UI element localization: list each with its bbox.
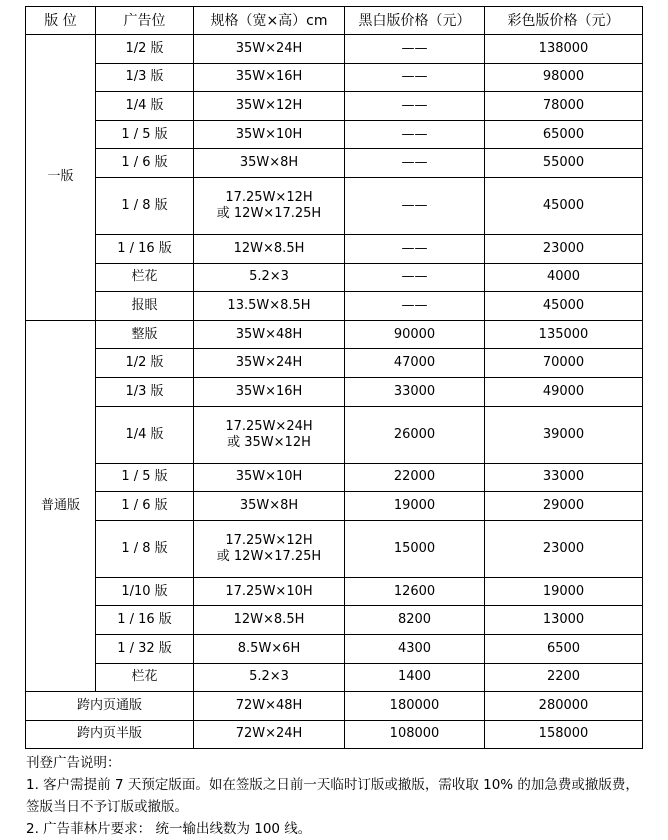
ad-spec: [194, 463, 345, 492]
bw-price: 19000: [345, 492, 485, 521]
ad-position: 1 / 5 版: [96, 120, 194, 149]
header-cell: 版 位: [26, 7, 96, 35]
color-price: 39000: [485, 406, 643, 463]
header-cell: 广告位: [96, 7, 194, 35]
table-row: [26, 292, 643, 321]
ad-spec: [194, 406, 345, 463]
color-price: 6500: [485, 634, 643, 663]
ad-spec: [194, 35, 345, 64]
ad-spec: [194, 177, 345, 234]
ad-spec: [194, 149, 345, 178]
color-price: 49000: [485, 377, 643, 406]
color-price: 4000: [485, 263, 643, 292]
table-row: [26, 177, 643, 234]
ad-spec: [194, 520, 345, 577]
color-price: 2200: [485, 663, 643, 692]
ad-spec: [194, 120, 345, 149]
ad-spec: [194, 349, 345, 378]
ad-spec-line: 17.25W×10H: [225, 583, 313, 599]
ad-spec-line: 35W×10H: [235, 469, 303, 485]
color-price: 78000: [485, 92, 643, 121]
ad-position: 1 / 8 版: [96, 177, 194, 234]
color-price: 280000: [485, 692, 643, 721]
ad-position: 栏花: [96, 263, 194, 292]
ad-position: 1/4 版: [96, 406, 194, 463]
ad-price-table: [25, 6, 643, 749]
ad-spec: [194, 263, 345, 292]
bw-price: 26000: [345, 406, 485, 463]
bw-price: ——: [345, 120, 485, 149]
notes-title: 刊登广告说明：: [26, 755, 121, 771]
table-row: [26, 320, 643, 349]
ad-spec-line: 或 35W×12H: [227, 434, 311, 450]
color-price: 45000: [485, 292, 643, 321]
color-price: 13000: [485, 606, 643, 635]
table-row: [26, 634, 643, 663]
ad-spec-line: 5.2×3: [249, 669, 289, 685]
color-price: 70000: [485, 349, 643, 378]
ad-spec: [194, 320, 345, 349]
ad-spec-line: 8.5W×6H: [237, 640, 301, 656]
ad-spec-line: 或 12W×17.25H: [216, 548, 322, 564]
notes-item-2: 2. 广告菲林片要求： 统一输出线数为 100 线。: [26, 821, 312, 837]
ad-spec-line: 35W×8H: [239, 497, 299, 513]
ad-position: 1 / 32 版: [96, 634, 194, 663]
ad-position: 1/2 版: [96, 35, 194, 64]
ad-position: 1 / 16 版: [96, 234, 194, 263]
table-row: [26, 63, 643, 92]
ad-spec-line: 5.2×3: [249, 269, 289, 285]
ad-position: 1 / 16 版: [96, 606, 194, 635]
bw-price: ——: [345, 149, 485, 178]
bw-price: 33000: [345, 377, 485, 406]
header-cell: 黑白版价格（元）: [345, 7, 485, 35]
ad-spec: [194, 634, 345, 663]
notes-item-1: 1. 客户需提前 7 天预定版面。如在签版之日前一天临时订版或撤版，需收取 10% 的加急费或撤版费，签版当日不予订版或撤版。: [26, 777, 639, 815]
ad-spec-line: 35W×8H: [239, 155, 299, 171]
bw-price: 180000: [345, 692, 485, 721]
header-cell: 彩色版价格（元）: [485, 7, 643, 35]
ad-spec-line: 17.25W×24H: [225, 418, 313, 434]
ad-spec: [194, 663, 345, 692]
bw-price: 22000: [345, 463, 485, 492]
color-price: 138000: [485, 35, 643, 64]
section-name: 普通版: [26, 320, 96, 691]
color-price: 45000: [485, 177, 643, 234]
table-row: [26, 263, 643, 292]
ad-spec: [194, 492, 345, 521]
section-name: 一版: [26, 35, 96, 321]
ad-position: 1/2 版: [96, 349, 194, 378]
header-cell: 规格（宽×高）cm: [194, 7, 345, 35]
table-header-row: [26, 7, 643, 35]
ad-spec-line: 13.5W×8.5H: [227, 297, 311, 313]
ad-position: 整版: [96, 320, 194, 349]
ad-spec-line: 12W×8.5H: [233, 240, 305, 256]
bw-price: ——: [345, 292, 485, 321]
table-row: [26, 663, 643, 692]
table-row: [26, 406, 643, 463]
color-price: 55000: [485, 149, 643, 178]
ad-spec-line: 35W×16H: [235, 383, 303, 399]
ad-spec: [194, 92, 345, 121]
ad-position: 跨内页半版: [26, 720, 194, 749]
table-row: [26, 349, 643, 378]
bw-price: 108000: [345, 720, 485, 749]
table-row: [26, 720, 643, 749]
table-row: [26, 492, 643, 521]
ad-position: 1/4 版: [96, 92, 194, 121]
bw-price: 47000: [345, 349, 485, 378]
bw-price: ——: [345, 234, 485, 263]
ad-spec-line: 35W×24H: [235, 355, 303, 371]
ad-spec-line: 35W×16H: [235, 69, 303, 85]
bw-price: 90000: [345, 320, 485, 349]
ad-spec: [194, 577, 345, 606]
ad-spec-line: 35W×24H: [235, 40, 303, 56]
color-price: 19000: [485, 577, 643, 606]
color-price: 135000: [485, 320, 643, 349]
ad-notes: [26, 752, 646, 840]
ad-position: 跨内页通版: [26, 692, 194, 721]
table-row: [26, 606, 643, 635]
ad-position: 1/3 版: [96, 63, 194, 92]
ad-position: 1/10 版: [96, 577, 194, 606]
ad-position: 1 / 6 版: [96, 492, 194, 521]
bw-price: ——: [345, 35, 485, 64]
color-price: 65000: [485, 120, 643, 149]
ad-spec-line: 17.25W×12H: [225, 532, 313, 548]
table-row: [26, 149, 643, 178]
bw-price: 1400: [345, 663, 485, 692]
ad-position: 1 / 6 版: [96, 149, 194, 178]
ad-spec: 72W×48H: [194, 692, 345, 721]
table-row: [26, 577, 643, 606]
ad-spec: [194, 234, 345, 263]
table-row: [26, 692, 643, 721]
ad-spec: [194, 606, 345, 635]
color-price: 98000: [485, 63, 643, 92]
ad-spec-line: 或 12W×17.25H: [216, 205, 322, 221]
color-price: 33000: [485, 463, 643, 492]
ad-spec: [194, 292, 345, 321]
ad-position: 栏花: [96, 663, 194, 692]
color-price: 158000: [485, 720, 643, 749]
bw-price: 15000: [345, 520, 485, 577]
ad-spec-line: 35W×12H: [235, 97, 303, 113]
bw-price: ——: [345, 92, 485, 121]
ad-spec: [194, 63, 345, 92]
ad-spec-line: 17.25W×12H: [225, 189, 313, 205]
table-row: [26, 520, 643, 577]
ad-position: 报眼: [96, 292, 194, 321]
ad-spec-line: 12W×8.5H: [233, 612, 305, 628]
table-row: [26, 120, 643, 149]
bw-price: 12600: [345, 577, 485, 606]
table-row: [26, 463, 643, 492]
ad-position: 1/3 版: [96, 377, 194, 406]
bw-price: ——: [345, 177, 485, 234]
ad-spec-line: 35W×48H: [235, 326, 303, 342]
table-row: [26, 234, 643, 263]
color-price: 23000: [485, 520, 643, 577]
table-row: [26, 92, 643, 121]
ad-position: 1 / 5 版: [96, 463, 194, 492]
bw-price: 8200: [345, 606, 485, 635]
table-row: [26, 35, 643, 64]
ad-spec: [194, 377, 345, 406]
bw-price: ——: [345, 263, 485, 292]
bw-price: ——: [345, 63, 485, 92]
color-price: 23000: [485, 234, 643, 263]
ad-position: 1 / 8 版: [96, 520, 194, 577]
ad-spec-line: 35W×10H: [235, 126, 303, 142]
color-price: 29000: [485, 492, 643, 521]
table-row: [26, 377, 643, 406]
ad-spec: 72W×24H: [194, 720, 345, 749]
bw-price: 4300: [345, 634, 485, 663]
